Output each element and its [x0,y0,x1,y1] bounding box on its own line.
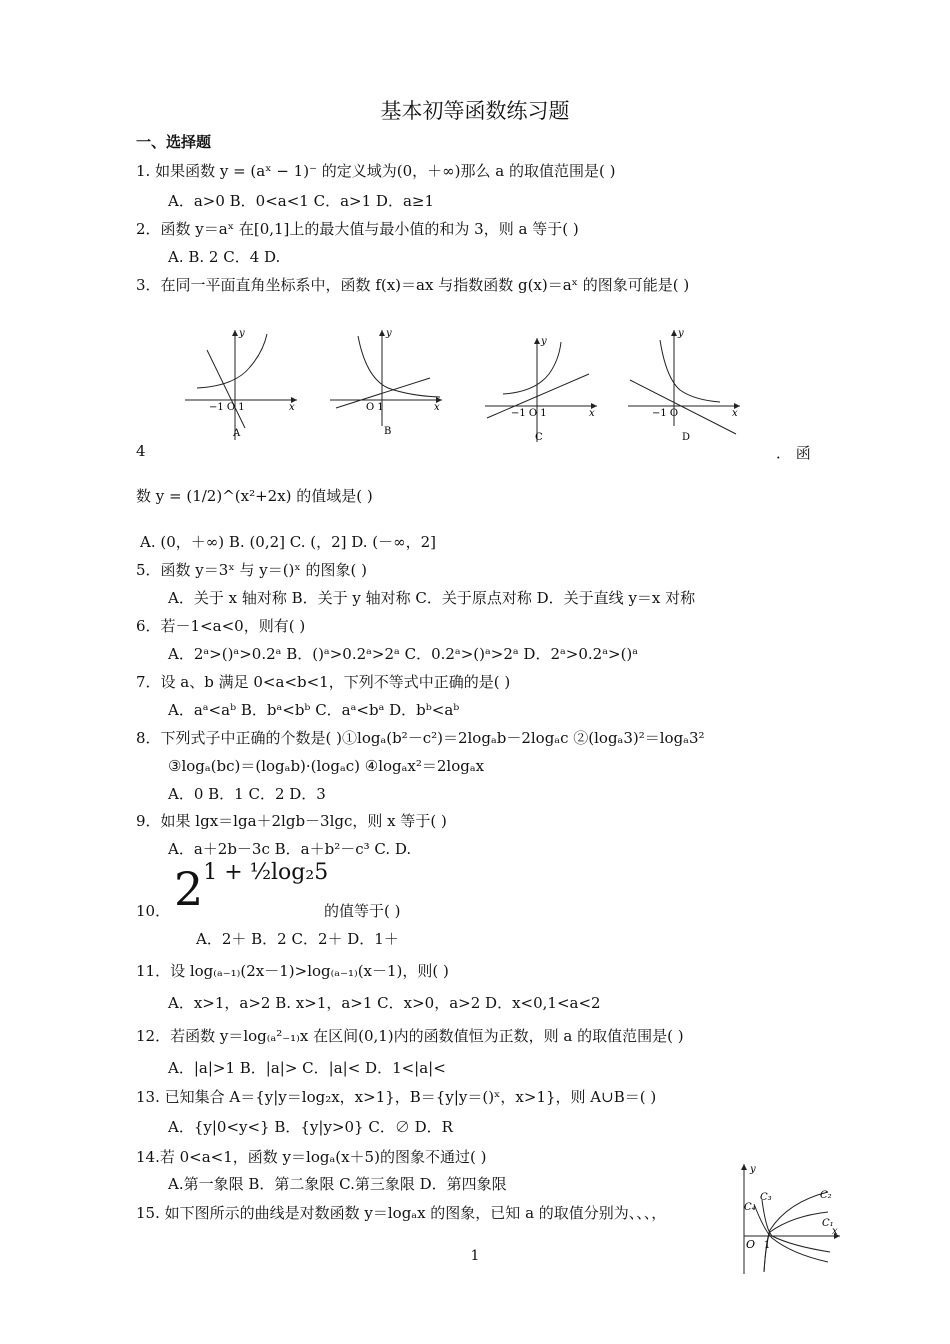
graph-c [485,332,605,452]
question-15: 15. 如下图所示的曲线是对数函数 y＝logₐx 的图象，已知 a 的取值分别为、、、， [136,1204,667,1222]
graph-c-x-label: x [589,408,595,419]
fig15-one: 1 [764,1240,771,1251]
graph-b-label: B [384,426,392,437]
graph-a-label: A [233,428,241,439]
graph-b-x-label: x [434,402,440,413]
question-10: 的值等于( ) [324,902,401,920]
question-7: 7．设 a、b 满足 0<a<b<1，下列不等式中正确的是( ) [136,673,511,691]
graph-c-y-label: y [541,336,547,347]
question-8-options: A．0 B．1 C．2 D．3 [168,785,326,803]
page-title: 基本初等函数练习题 [380,99,570,123]
fig15-origin: O [746,1238,756,1251]
graph-b [330,322,450,442]
graph-c-ticks: −1 O 1 [511,408,547,419]
graph-a-ticks: −1 O 1 [209,402,245,413]
question-10-expression: 21 + ½log₂5 [174,860,329,916]
page-number: 1 [470,1248,480,1264]
question-4-lead: ． 函 [776,444,811,462]
graph-a [185,322,305,442]
question-8-line2: ③logₐ(bc)＝(logₐb)·(logₐc) ④logₐx²＝2logₐx [168,757,485,775]
question-4-number: 4 [136,442,146,460]
question-1: 1. 如果函数 y = (aˣ − 1)⁻ 的定义域为(0，＋∞)那么 a 的取值范围是( ) [136,162,616,180]
graph-c-label: C [535,432,543,443]
question-6-options: A．2ᵃ>()ᵃ>0.2ᵃ B．()ᵃ>0.2ᵃ>2ᵃ C．0.2ᵃ>()ᵃ>2ᵃ D．2ᵃ>0.2ᵃ>()ᵃ [168,645,639,663]
graph-b-ticks: O 1 [366,402,384,413]
question-11-options: A．x>1，a>2 B. x>1，a>1 C．x>0，a>2 D．x<0,1<a<2 [168,994,601,1012]
question-12-options: A．|a|>1 B．|a|> C．|a|< D．1<|a|< [168,1059,446,1077]
question-9-options: A．a＋2b－3c B．a＋b²－c³ C. D. [168,840,412,858]
question-14-options: A.第一象限 B．第二象限 C.第三象限 D．第四象限 [168,1175,507,1193]
fig15-c1: C₁ [822,1218,834,1229]
question-13-options: A．{y|0<y<} B．{y|y>0} C．∅ D．R [168,1118,453,1136]
graph-d-ticks: −1 O [652,408,679,419]
question-5-options: A．关于 x 轴对称 B．关于 y 轴对称 C．关于原点对称 D．关于直线 y＝x 对称 [168,589,696,607]
fig15-c4: C₄ [744,1202,756,1213]
fig15-c3: C₃ [760,1192,772,1203]
graph-d-label: D [682,432,691,442]
question-5: 5．函数 y＝3ˣ 与 y＝()ˣ 的图象( ) [136,561,367,579]
section-heading: 一、选择题 [136,133,212,151]
question-4: 数 y = (1/2)^(x²+2x) 的值域是( ) [136,487,373,505]
question-10-number: 10． [136,902,171,920]
question-3: 3．在同一平面直角坐标系中，函数 f(x)＝ax 与指数函数 g(x)＝aˣ 的图象可能是( ) [136,276,690,294]
fig15-x-label: x [832,1226,838,1237]
question-4-options: A. (0，＋∞) B. (0,2] C. (，2] D. (－∞，2] [140,533,437,551]
question-13: 13. 已知集合 A＝{y|y＝log₂x，x>1}，B＝{y|y＝()ˣ，x>1}，则 A∪B＝( ) [136,1088,657,1106]
fig15-c2: C₂ [820,1190,832,1201]
question-2-options: A. B. 2 C．4 D. [168,248,281,266]
question-1-options: A．a>0 B．0<a<1 C．a>1 D．a≥1 [168,192,434,210]
graph-a-x-label: x [289,402,295,413]
graph-d [628,322,748,442]
question-7-options: A．aᵃ<aᵇ B．bᵃ<bᵇ C．aᵃ<bᵃ D．bᵇ<aᵇ [168,701,460,719]
graph-d-x-label: x [732,408,738,419]
fig15-y-label: y [750,1164,756,1175]
question-9: 9．如果 lgx＝lga＋2lgb－3lgc，则 x 等于( ) [136,812,447,830]
question-14: 14.若 0<a<1，函数 y＝logₐ(x＋5)的图象不通过( ) [136,1148,487,1166]
graph-a-y-label: y [239,328,245,339]
question-8: 8．下列式子中正确的个数是( )①logₐ(b²－c²)＝2logₐb－2logₐc ②(logₐ3)²＝logₐ3² [136,729,705,747]
question-6: 6．若－1<a<0，则有( ) [136,617,306,635]
question-2: 2．函数 y＝aˣ 在[0,1]上的最大值与最小值的和为 3，则 a 等于( ) [136,220,579,238]
graph-b-y-label: y [386,328,392,339]
question-11: 11．设 log₍ₐ₋₁₎(2x－1)>log₍ₐ₋₁₎(x－1)，则( ) [136,962,449,980]
question-12: 12．若函数 y＝log₍ₐ²₋₁₎x 在区间(0,1)内的函数值恒为正数，则 a 的取值范围是( ) [136,1027,684,1045]
question-10-options: A．2＋ B．2 C．2＋ D．1＋ [196,930,399,948]
graph-d-y-label: y [678,328,684,339]
